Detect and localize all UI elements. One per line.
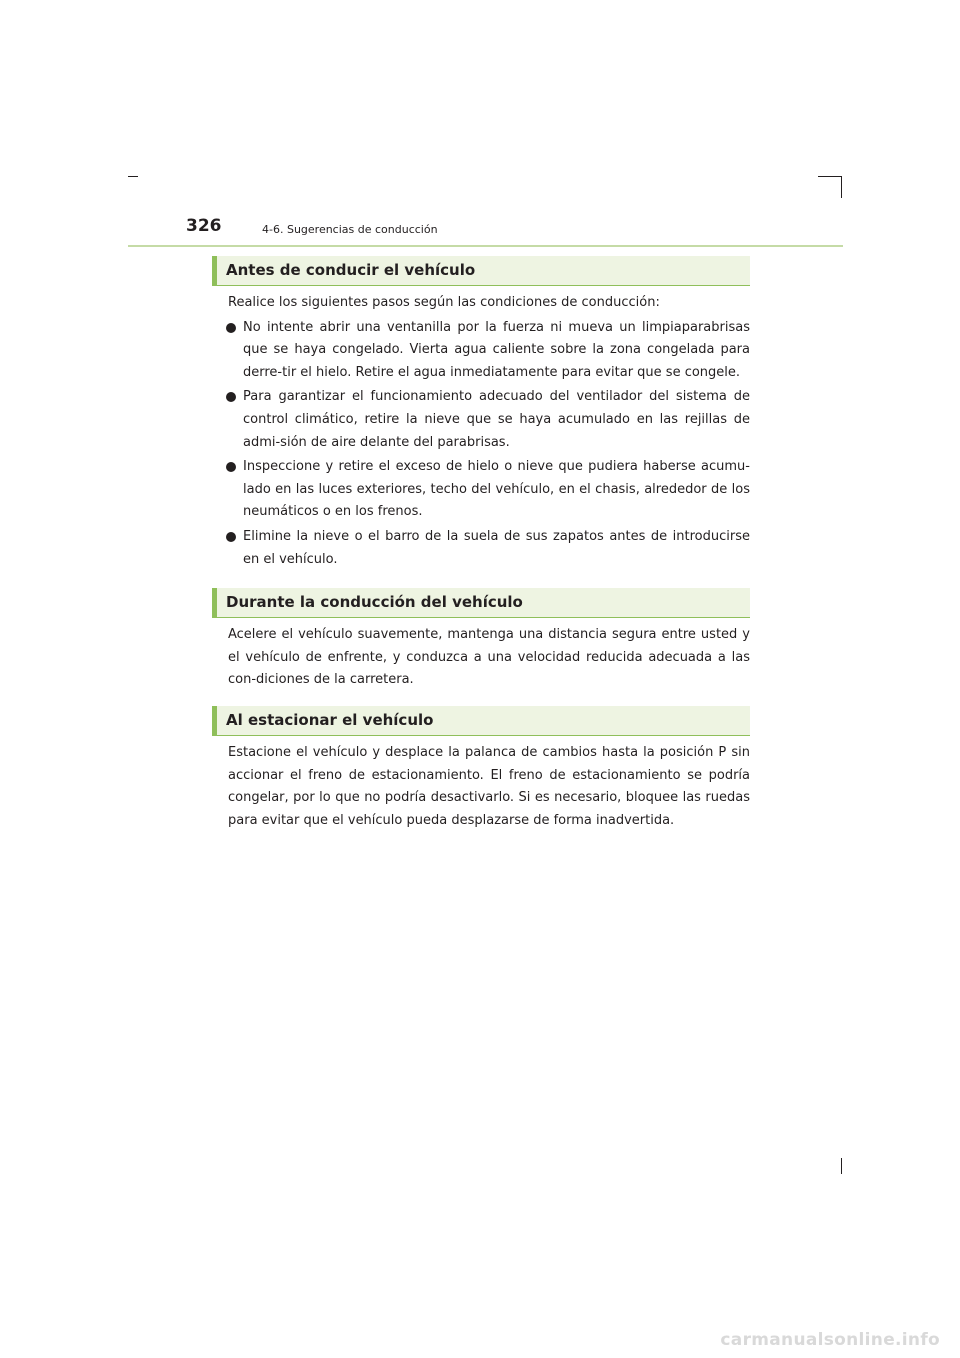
parking-body: Estacione el vehículo y desplace la palanca de cambios hasta la posición P sin accionar el freno de estacionamiento. El freno de estacionamiento se podría congelar, por lo que no podría desactivarlo. Si es necesario, bloquee las ruedas para evitar que el vehículo pueda desplazarse de forma inadvertida. bbox=[228, 744, 750, 828]
list-item bbox=[212, 526, 750, 571]
crop-mark-top-right-vertical bbox=[841, 176, 842, 198]
crop-mark-top-left bbox=[128, 176, 138, 177]
list-item-text: No intente abrir una ventanilla por la fuerza ni mueva un limpiaparabrisas que se haya congelado. Vierta agua caliente sobre la zona congelada para derre-tir el hielo. Retire el agua inmediatamente para evitar que se congele. bbox=[243, 319, 750, 380]
while-driving-body: Acelere el vehículo suavemente, mantenga una distancia segura entre usted y el vehículo de enfrente, y conduzca a una velocidad reducida adecuada a las con-diciones de la carretera. bbox=[228, 627, 750, 688]
before-driving-list bbox=[212, 317, 750, 572]
list-item-text: Inspeccione y retire el exceso de hielo o nieve que pudiera haberse acumu-lado en las luces exteriores, techo del vehículo, en el chasis, alrededor de los neumáticos o en los frenos. bbox=[243, 459, 750, 520]
crop-mark-bottom-right bbox=[841, 1158, 842, 1174]
header-rule bbox=[128, 245, 843, 247]
bullet-icon bbox=[226, 392, 236, 402]
bullet-icon bbox=[226, 323, 236, 333]
page-content bbox=[212, 256, 750, 832]
watermark: carmanualsonline.info bbox=[720, 1330, 940, 1350]
list-item-text: Para garantizar el funcionamiento adecuado del ventilador del sistema de control climático, retire la nieve que se haya acumulado en las rejillas de admi-sión de aire delante del parabrisas. bbox=[243, 389, 750, 450]
bullet-icon bbox=[226, 532, 236, 542]
list-item bbox=[212, 456, 750, 524]
page-number: 326 bbox=[186, 216, 222, 236]
heading-while-driving: Durante la conducción del vehículo bbox=[212, 588, 750, 618]
heading-parking: Al estacionar el vehículo bbox=[212, 706, 750, 736]
bullet-icon bbox=[226, 462, 236, 472]
heading-before-driving: Antes de conducir el vehículo bbox=[212, 256, 750, 286]
crop-mark-top-right-horizontal bbox=[818, 176, 842, 177]
before-driving-intro: Realice los siguientes pasos según las condiciones de conducción: bbox=[228, 295, 660, 310]
list-item bbox=[212, 386, 750, 454]
section-title: 4-6. Sugerencias de conducción bbox=[262, 223, 438, 236]
list-item bbox=[212, 317, 750, 385]
list-item-text: Elimine la nieve o el barro de la suela de sus zapatos antes de introducirse en el vehículo. bbox=[243, 528, 750, 567]
